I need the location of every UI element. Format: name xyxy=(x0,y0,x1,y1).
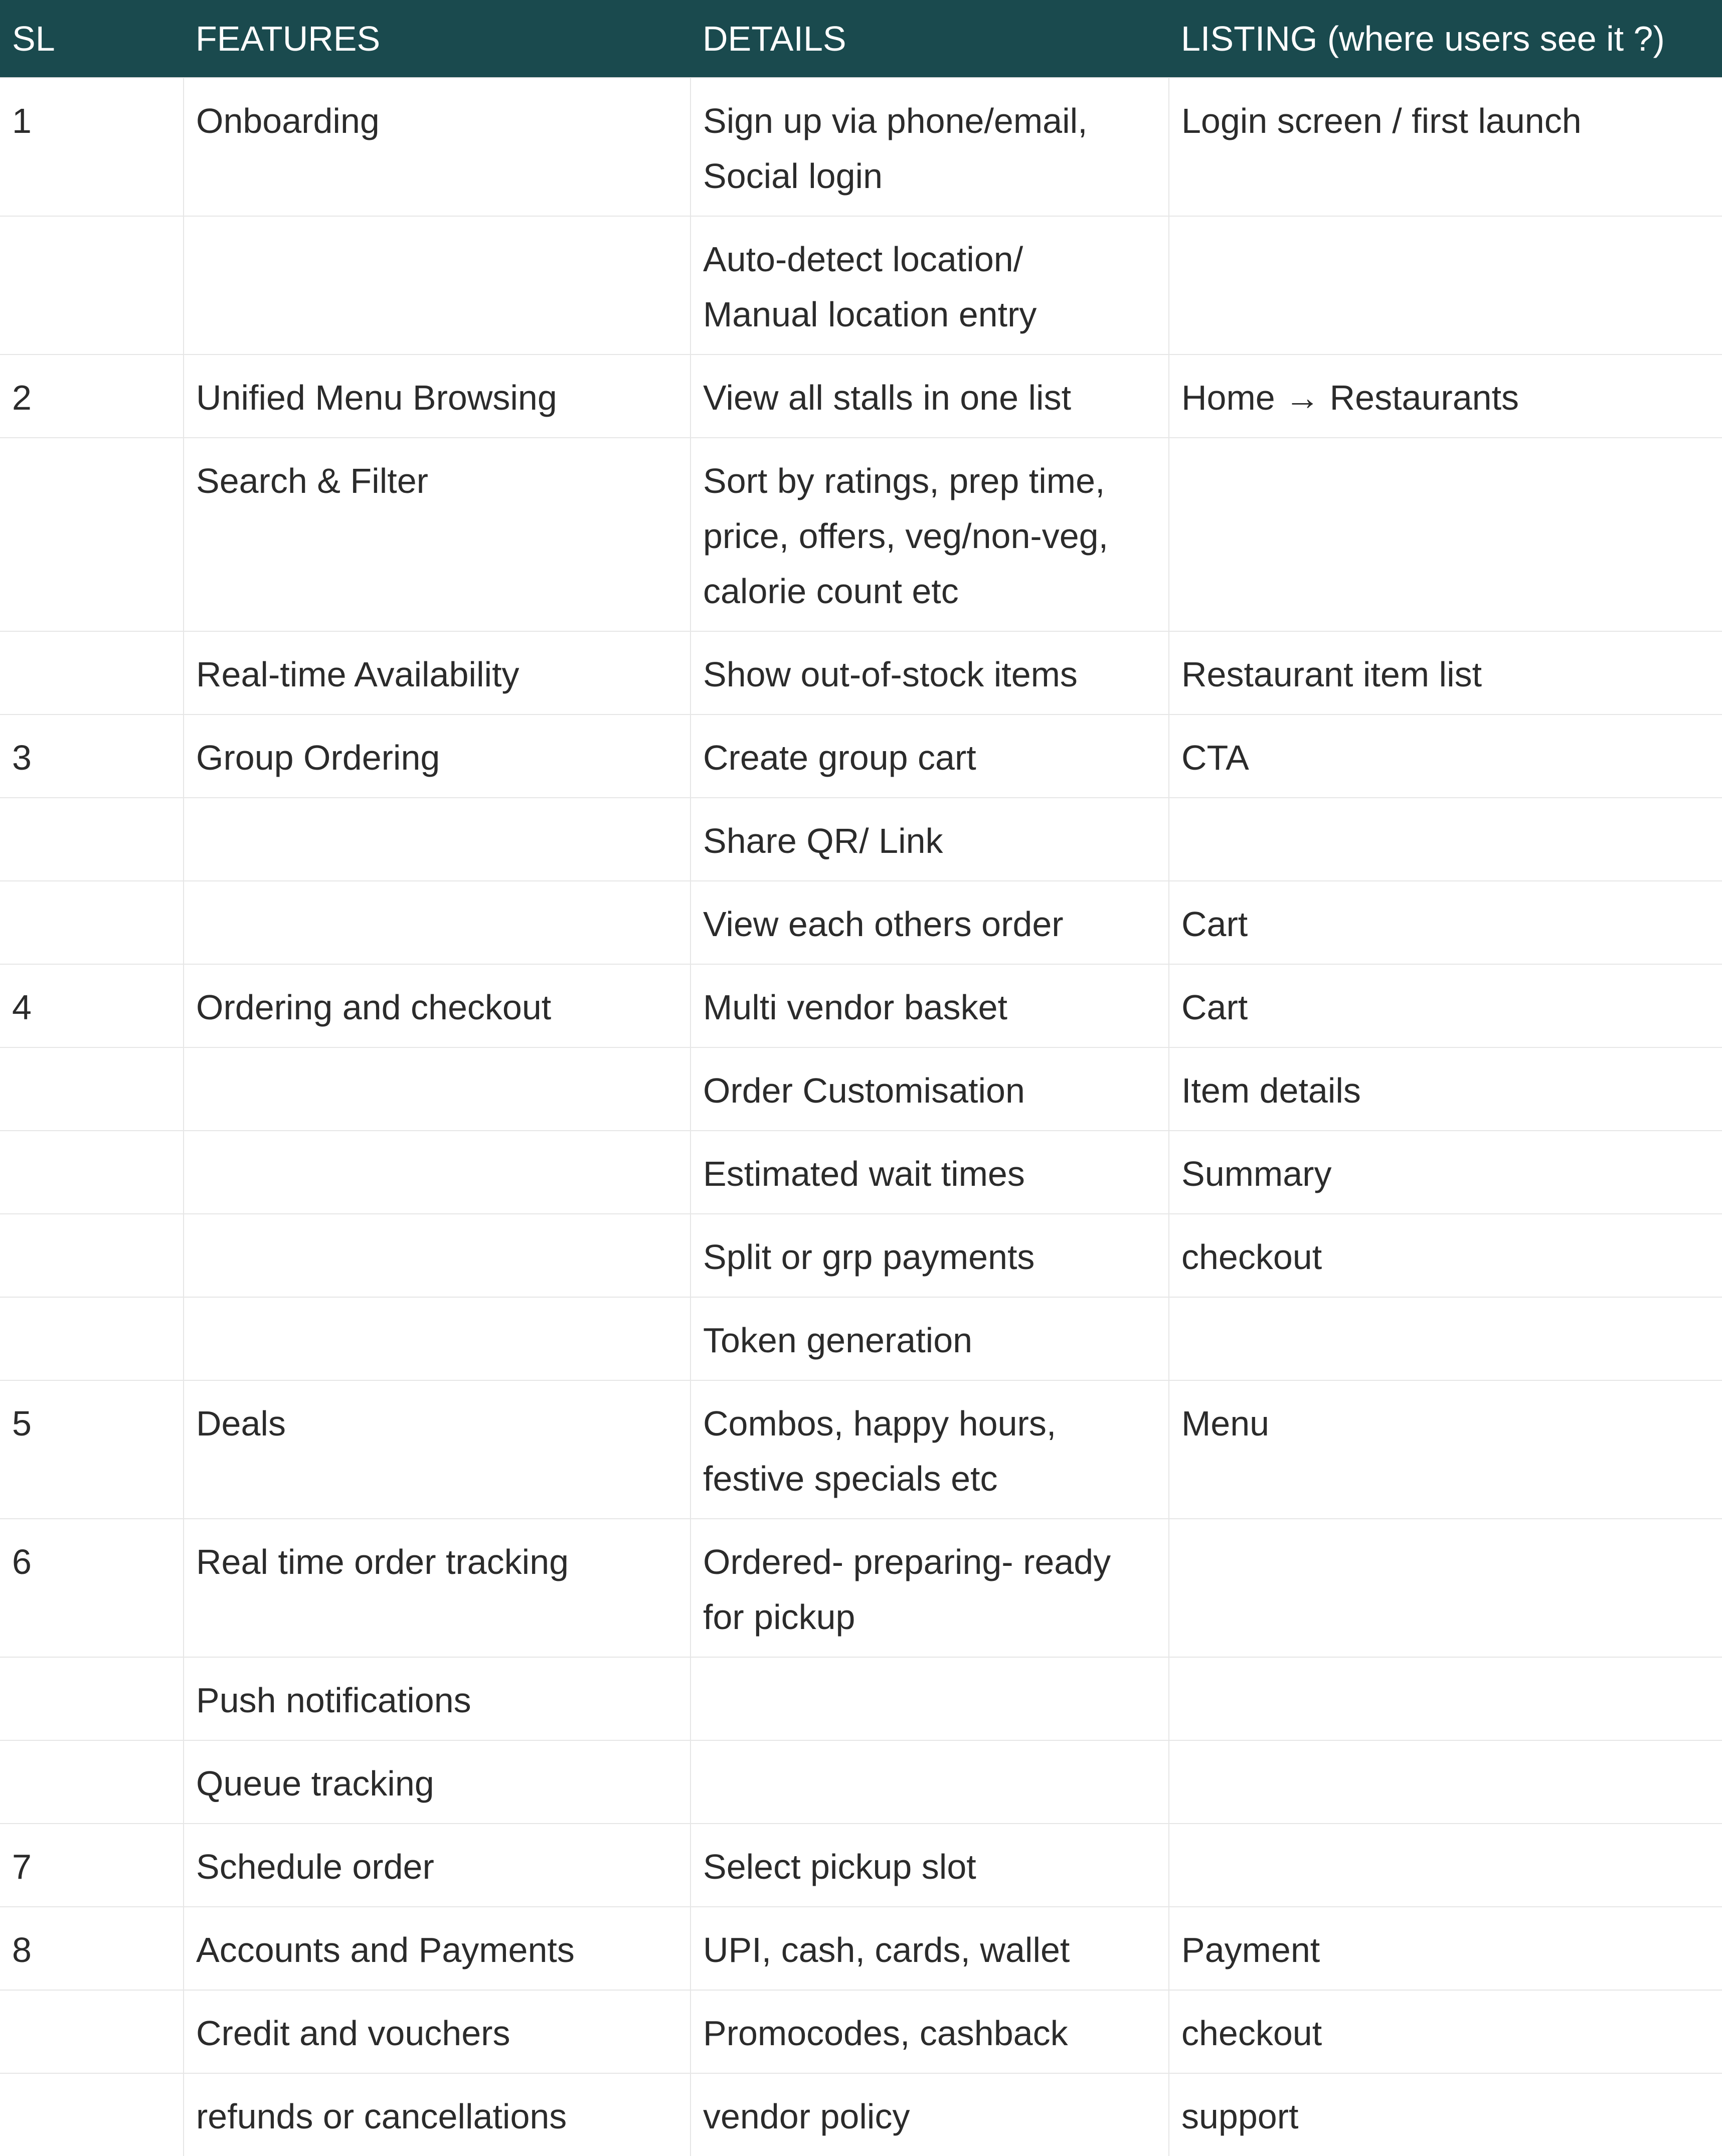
header-listing: LISTING (where users see it ?) xyxy=(1169,0,1722,78)
cell-details: Combos, happy hours, festive specials etc xyxy=(691,1380,1169,1519)
cell-details: Split or grp payments xyxy=(691,1214,1169,1297)
cell-listing xyxy=(1169,438,1722,631)
cell-feature: Group Ordering xyxy=(184,714,691,798)
cell-listing: Cart xyxy=(1169,881,1722,964)
table-row xyxy=(0,881,1722,964)
table-row xyxy=(0,1380,1722,1519)
cell-sl xyxy=(0,1214,184,1297)
cell-sl xyxy=(0,1047,184,1131)
table-row xyxy=(0,438,1722,631)
cell-details: Sort by ratings, prep time, price, offers, veg/non-veg, calorie count etc xyxy=(691,438,1169,631)
cell-sl: 7 xyxy=(0,1824,184,1907)
cell-feature: Accounts and Payments xyxy=(184,1907,691,1990)
cell-sl: 8 xyxy=(0,1907,184,1990)
cell-feature: Schedule order xyxy=(184,1824,691,1907)
cell-sl xyxy=(0,216,184,354)
table-row xyxy=(0,1657,1722,1740)
table-header xyxy=(0,0,1722,78)
cell-listing xyxy=(1169,1740,1722,1824)
cell-details xyxy=(691,1657,1169,1740)
cell-sl xyxy=(0,1740,184,1824)
cell-listing xyxy=(1169,1824,1722,1907)
header-details: DETAILS xyxy=(691,0,1169,78)
cell-listing xyxy=(1169,1657,1722,1740)
cell-sl: 5 xyxy=(0,1380,184,1519)
cell-feature: Credit and vouchers xyxy=(184,1990,691,2073)
cell-sl xyxy=(0,631,184,714)
table-row xyxy=(0,1990,1722,2073)
cell-details: Sign up via phone/email, Social login xyxy=(691,78,1169,216)
cell-details: UPI, cash, cards, wallet xyxy=(691,1907,1169,1990)
table-row xyxy=(0,354,1722,438)
table-row xyxy=(0,631,1722,714)
table-row xyxy=(0,1214,1722,1297)
cell-feature xyxy=(184,216,691,354)
cell-feature: refunds or cancellations xyxy=(184,2073,691,2156)
cell-sl: 2 xyxy=(0,354,184,438)
cell-feature xyxy=(184,1047,691,1131)
cell-listing: Home → Restaurants xyxy=(1169,354,1722,438)
table-row xyxy=(0,1824,1722,1907)
cell-listing xyxy=(1169,798,1722,881)
cell-listing: checkout xyxy=(1169,1214,1722,1297)
cell-feature xyxy=(184,798,691,881)
header-sl: SL xyxy=(0,0,184,78)
cell-details: vendor policy xyxy=(691,2073,1169,2156)
cell-listing: Login screen / first launch xyxy=(1169,78,1722,216)
cell-details: View each others order xyxy=(691,881,1169,964)
cell-details xyxy=(691,1740,1169,1824)
cell-details: Promocodes, cashback xyxy=(691,1990,1169,2073)
table-row xyxy=(0,1740,1722,1824)
cell-sl xyxy=(0,2073,184,2156)
cell-sl xyxy=(0,881,184,964)
cell-feature: Real-time Availability xyxy=(184,631,691,714)
cell-listing xyxy=(1169,1519,1722,1657)
cell-details: Select pickup slot xyxy=(691,1824,1169,1907)
cell-sl xyxy=(0,438,184,631)
table-row xyxy=(0,1047,1722,1131)
table-row xyxy=(0,1131,1722,1214)
cell-feature: Onboarding xyxy=(184,78,691,216)
cell-listing: support xyxy=(1169,2073,1722,2156)
cell-details: Create group cart xyxy=(691,714,1169,798)
cell-feature: Ordering and checkout xyxy=(184,964,691,1047)
cell-listing xyxy=(1169,216,1722,354)
cell-details: Order Customisation xyxy=(691,1047,1169,1131)
cell-sl xyxy=(0,798,184,881)
cell-sl xyxy=(0,1131,184,1214)
cell-listing xyxy=(1169,1297,1722,1380)
table-row xyxy=(0,216,1722,354)
cell-feature: Push notifications xyxy=(184,1657,691,1740)
cell-details: Estimated wait times xyxy=(691,1131,1169,1214)
cell-details: Token generation xyxy=(691,1297,1169,1380)
table-row xyxy=(0,2073,1722,2156)
cell-listing: CTA xyxy=(1169,714,1722,798)
cell-feature: Queue tracking xyxy=(184,1740,691,1824)
cell-feature xyxy=(184,1214,691,1297)
cell-listing: checkout xyxy=(1169,1990,1722,2073)
cell-listing: Summary xyxy=(1169,1131,1722,1214)
table-row xyxy=(0,78,1722,216)
table-row xyxy=(0,964,1722,1047)
cell-listing: Item details xyxy=(1169,1047,1722,1131)
cell-details: Ordered- preparing- ready for pickup xyxy=(691,1519,1169,1657)
cell-listing: Restaurant item list xyxy=(1169,631,1722,714)
cell-sl: 3 xyxy=(0,714,184,798)
cell-details: Share QR/ Link xyxy=(691,798,1169,881)
cell-details: View all stalls in one list xyxy=(691,354,1169,438)
cell-feature: Search & Filter xyxy=(184,438,691,631)
table-row xyxy=(0,798,1722,881)
cell-sl: 6 xyxy=(0,1519,184,1657)
cell-feature: Deals xyxy=(184,1380,691,1519)
cell-feature xyxy=(184,1297,691,1380)
cell-sl xyxy=(0,1657,184,1740)
header-features: FEATURES xyxy=(184,0,691,78)
table-row xyxy=(0,1297,1722,1380)
header-row xyxy=(0,0,1722,78)
table-row xyxy=(0,1907,1722,1990)
cell-feature: Unified Menu Browsing xyxy=(184,354,691,438)
cell-details: Multi vendor basket xyxy=(691,964,1169,1047)
cell-sl xyxy=(0,1990,184,2073)
cell-feature xyxy=(184,1131,691,1214)
table-body xyxy=(0,78,1722,2156)
cell-details: Show out-of-stock items xyxy=(691,631,1169,714)
cell-sl: 4 xyxy=(0,964,184,1047)
cell-listing: Payment xyxy=(1169,1907,1722,1990)
table-row xyxy=(0,1519,1722,1657)
cell-details: Auto-detect location/ Manual location entry xyxy=(691,216,1169,354)
cell-feature xyxy=(184,881,691,964)
cell-listing: Cart xyxy=(1169,964,1722,1047)
cell-sl xyxy=(0,1297,184,1380)
cell-sl: 1 xyxy=(0,78,184,216)
cell-feature: Real time order tracking xyxy=(184,1519,691,1657)
cell-listing: Menu xyxy=(1169,1380,1722,1519)
table-row xyxy=(0,714,1722,798)
